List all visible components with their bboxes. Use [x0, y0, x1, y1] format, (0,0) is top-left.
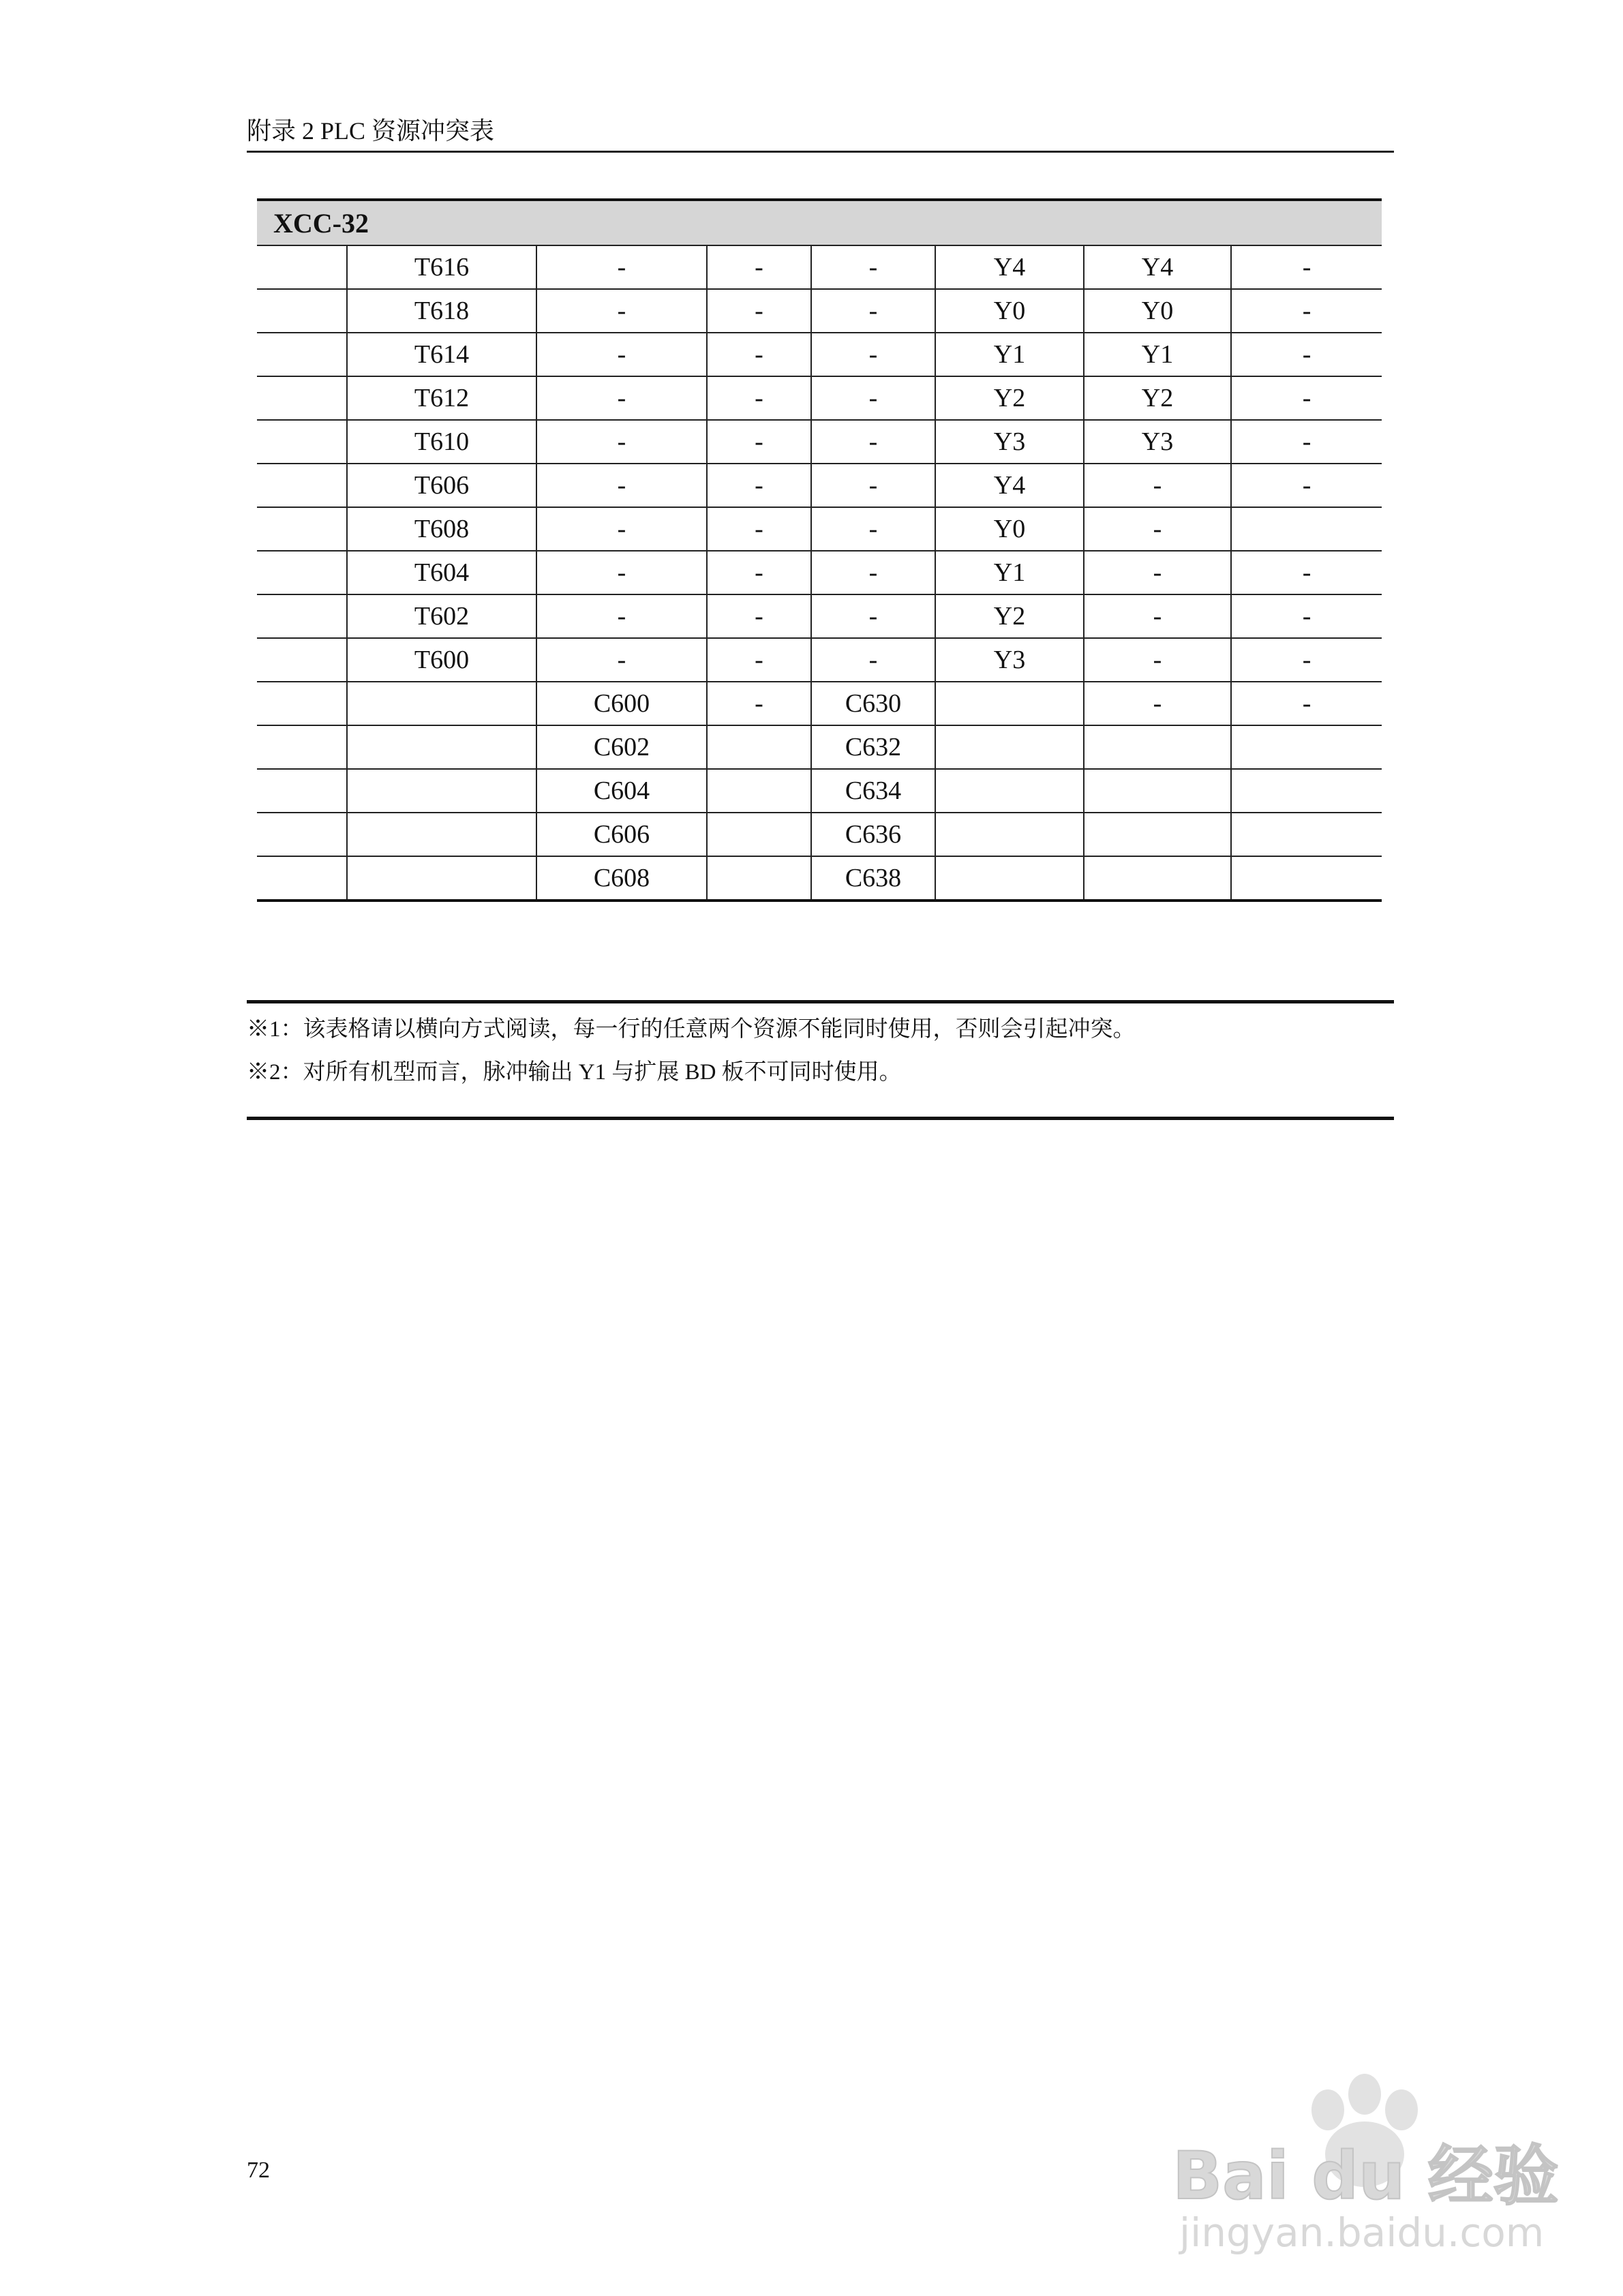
table-cell — [257, 856, 347, 901]
table-cell: - — [811, 333, 935, 376]
table-row — [257, 376, 1382, 420]
table-row — [257, 333, 1382, 376]
table-cell — [257, 813, 347, 856]
table-row — [257, 594, 1382, 638]
table-cell: - — [1084, 464, 1231, 507]
table-cell — [1084, 725, 1231, 769]
table-cell: - — [811, 420, 935, 464]
table-cell — [257, 551, 347, 594]
table-cell: T610 — [347, 420, 536, 464]
table-cell: C636 — [811, 813, 935, 856]
table-cell: - — [536, 376, 707, 420]
table-cell: - — [811, 507, 935, 551]
table-cell: Y4 — [935, 245, 1084, 289]
table-cell: T612 — [347, 376, 536, 420]
table-cell — [347, 682, 536, 725]
table-cell: Y2 — [935, 376, 1084, 420]
table-cell: - — [707, 376, 811, 420]
table-cell — [257, 464, 347, 507]
table-cell: - — [1231, 245, 1382, 289]
conflict-table-container — [257, 198, 1382, 902]
table-row — [257, 551, 1382, 594]
table-cell: C630 — [811, 682, 935, 725]
table-cell: - — [1231, 333, 1382, 376]
table-cell: Y3 — [935, 420, 1084, 464]
table-cell — [257, 638, 347, 682]
table-row — [257, 464, 1382, 507]
table-cell: - — [707, 464, 811, 507]
table-cell: C602 — [536, 725, 707, 769]
table-cell: Y1 — [935, 333, 1084, 376]
table-cell: - — [707, 333, 811, 376]
table-cell: - — [1084, 507, 1231, 551]
table-cell: C600 — [536, 682, 707, 725]
table-cell: Y1 — [1084, 333, 1231, 376]
table-cell: - — [536, 289, 707, 333]
table-cell — [257, 594, 347, 638]
notes-section — [247, 1012, 1394, 1098]
table-row — [257, 638, 1382, 682]
table-cell — [935, 725, 1084, 769]
table-cell: - — [536, 638, 707, 682]
table-cell: - — [707, 551, 811, 594]
table-cell — [347, 769, 536, 813]
table-cell — [257, 333, 347, 376]
table-cell: - — [707, 682, 811, 725]
table-cell — [1084, 813, 1231, 856]
watermark-url: jingyan.baidu.com — [1179, 2209, 1545, 2256]
table-cell: - — [536, 551, 707, 594]
table-cell: Y3 — [935, 638, 1084, 682]
table-cell: - — [707, 594, 811, 638]
table-cell — [257, 289, 347, 333]
model-name: XCC-32 — [257, 200, 1382, 245]
table-cell — [347, 856, 536, 901]
table-cell: - — [811, 594, 935, 638]
notes-top-rule — [247, 1000, 1394, 1003]
table-cell: - — [1231, 551, 1382, 594]
table-cell — [935, 856, 1084, 901]
table-cell: - — [1231, 289, 1382, 333]
table-cell: - — [536, 464, 707, 507]
table-cell: T600 — [347, 638, 536, 682]
table-row — [257, 507, 1382, 551]
table-cell: - — [1231, 376, 1382, 420]
table-row — [257, 813, 1382, 856]
table-cell — [1084, 769, 1231, 813]
table-cell: - — [1231, 682, 1382, 725]
table-cell — [1231, 769, 1382, 813]
table-cell — [1231, 813, 1382, 856]
table-cell: - — [707, 638, 811, 682]
table-cell: C604 — [536, 769, 707, 813]
table-row — [257, 682, 1382, 725]
table-cell — [935, 682, 1084, 725]
table-row — [257, 245, 1382, 289]
table-cell: - — [707, 420, 811, 464]
table-cell: - — [1231, 594, 1382, 638]
table-cell: - — [707, 289, 811, 333]
table-cell: - — [707, 245, 811, 289]
page-header-title: 附录 2 PLC 资源冲突表 — [247, 117, 495, 145]
table-cell — [1231, 856, 1382, 901]
table-cell: T618 — [347, 289, 536, 333]
table-cell: - — [811, 289, 935, 333]
page-number: 72 — [247, 2158, 270, 2183]
table-cell — [257, 245, 347, 289]
table-cell: - — [811, 245, 935, 289]
table-cell: C608 — [536, 856, 707, 901]
table-cell: - — [1084, 551, 1231, 594]
table-cell: - — [1231, 420, 1382, 464]
table-cell: Y1 — [935, 551, 1084, 594]
table-row — [257, 725, 1382, 769]
table-cell: C606 — [536, 813, 707, 856]
table-cell — [935, 769, 1084, 813]
table-cell — [1231, 507, 1382, 551]
table-cell: T614 — [347, 333, 536, 376]
resource-conflict-table — [257, 198, 1382, 902]
table-cell: C638 — [811, 856, 935, 901]
header-rule — [247, 151, 1394, 153]
table-cell: T604 — [347, 551, 536, 594]
table-cell: Y2 — [935, 594, 1084, 638]
table-cell — [257, 769, 347, 813]
table-cell: T616 — [347, 245, 536, 289]
table-cell: - — [1231, 464, 1382, 507]
baidu-jingyan-watermark — [1152, 2052, 1561, 2256]
table-cell — [707, 813, 811, 856]
table-cell: - — [536, 245, 707, 289]
table-cell: Y0 — [935, 507, 1084, 551]
table-cell — [347, 725, 536, 769]
table-cell: - — [1231, 638, 1382, 682]
table-cell — [257, 507, 347, 551]
table-cell: C634 — [811, 769, 935, 813]
table-cell — [707, 725, 811, 769]
table-cell: - — [811, 376, 935, 420]
table-cell: - — [1084, 594, 1231, 638]
table-cell — [1084, 856, 1231, 901]
table-row — [257, 420, 1382, 464]
table-cell — [257, 682, 347, 725]
table-cell: T606 — [347, 464, 536, 507]
table-cell: Y0 — [935, 289, 1084, 333]
table-cell: Y3 — [1084, 420, 1231, 464]
table-row — [257, 856, 1382, 901]
table-cell: - — [707, 507, 811, 551]
table-cell — [257, 376, 347, 420]
table-cell: - — [1084, 638, 1231, 682]
model-header-row — [257, 200, 1382, 245]
table-cell: - — [536, 333, 707, 376]
table-cell: - — [536, 594, 707, 638]
table-cell — [347, 813, 536, 856]
notes-bottom-rule — [247, 1117, 1394, 1120]
table-cell — [707, 769, 811, 813]
watermark-logo-text: Bai du 经验 — [1172, 2138, 1559, 2214]
table-cell — [257, 725, 347, 769]
table-cell: Y4 — [935, 464, 1084, 507]
table-cell — [257, 420, 347, 464]
table-cell — [1231, 725, 1382, 769]
table-cell: - — [1084, 682, 1231, 725]
table-cell — [935, 813, 1084, 856]
table-cell: T602 — [347, 594, 536, 638]
table-cell: Y0 — [1084, 289, 1231, 333]
note-1: ※1：该表格请以横向方式阅读，每一行的任意两个资源不能同时使用，否则会引起冲突。 — [247, 1017, 1136, 1042]
table-cell: C632 — [811, 725, 935, 769]
table-cell: - — [536, 420, 707, 464]
table-cell: T608 — [347, 507, 536, 551]
table-cell: Y4 — [1084, 245, 1231, 289]
table-cell: - — [811, 464, 935, 507]
table-cell: - — [536, 507, 707, 551]
table-cell: Y2 — [1084, 376, 1231, 420]
table-cell: - — [811, 638, 935, 682]
table-row — [257, 289, 1382, 333]
table-cell: - — [811, 551, 935, 594]
table-cell — [707, 856, 811, 901]
note-2: ※2：对所有机型而言，脉冲输出 Y1 与扩展 BD 板不可同时使用。 — [247, 1060, 902, 1085]
table-row — [257, 769, 1382, 813]
